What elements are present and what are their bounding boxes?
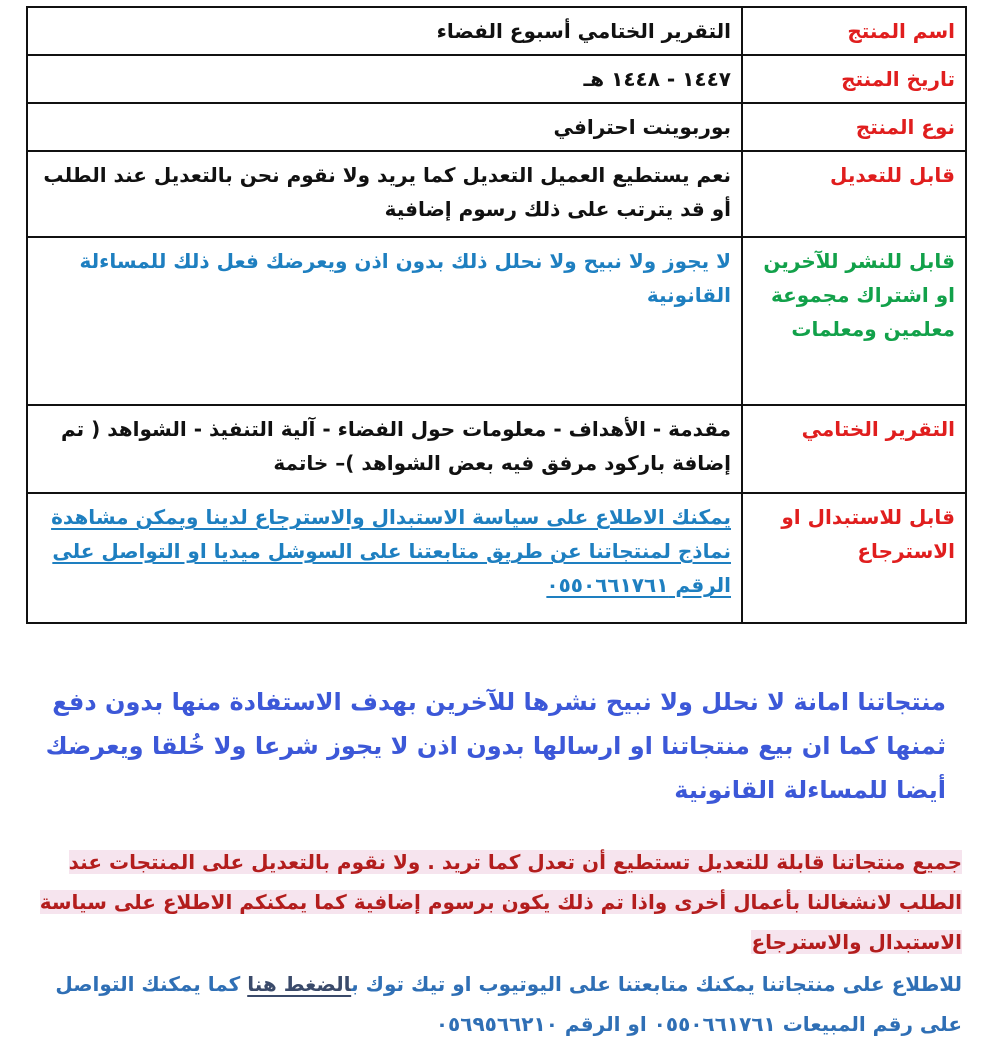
table-row bbox=[27, 237, 966, 405]
label-product-name: اسم المنتج bbox=[742, 7, 966, 55]
table-row bbox=[27, 7, 966, 55]
label-publishable: قابل للنشر للآخرين او اشتراك مجموعة معلمين ومعلمات bbox=[742, 237, 966, 405]
table-row bbox=[27, 55, 966, 103]
label-product-date: تاريخ المنتج bbox=[742, 55, 966, 103]
editing-policy-notice bbox=[22, 842, 962, 962]
table-row bbox=[27, 405, 966, 493]
click-here-link[interactable]: الضغط هنا bbox=[247, 972, 352, 996]
label-final-report: التقرير الختامي bbox=[742, 405, 966, 493]
label-product-type: نوع المنتج bbox=[742, 103, 966, 151]
table-row bbox=[27, 103, 966, 151]
value-exchange-return-link[interactable]: يمكنك الاطلاع على سياسة الاستبدال والاسترجاع لدينا ويمكن مشاهدة نماذج لمنتجاتنا عن طريق متابعتنا على السوشل ميديا او التواصل على الرقم ٠٥٥٠٦٦١٧٦١ bbox=[27, 493, 742, 623]
value-product-date: ١٤٤٧ - ١٤٤٨ هـ bbox=[27, 55, 742, 103]
table-row bbox=[27, 493, 966, 623]
value-product-name: التقرير الختامي أسبوع الفضاء bbox=[27, 7, 742, 55]
follow-us-notice bbox=[22, 964, 962, 1044]
product-spec-table bbox=[26, 6, 967, 624]
value-product-type: بوربوينت احترافي bbox=[27, 103, 742, 151]
editing-policy-text: جميع منتجاتنا قابلة للتعديل تستطيع أن تعدل كما تريد . ولا نقوم بالتعديل على المنتجات عند الطلب لانشغالنا بأعمال أخرى واذا تم ذلك يكون برسوم إضافية كما يمكنكم الاطلاع على سياسة الاستبدال والاسترجاع bbox=[39, 850, 962, 954]
follow-text-start: للاطلاع على منتجاتنا يمكنك متابعتنا على اليوتيوب او تيك توك ب bbox=[351, 972, 962, 996]
label-editable: قابل للتعديل bbox=[742, 151, 966, 237]
table-row bbox=[27, 151, 966, 237]
value-editable: نعم يستطيع العميل التعديل كما يريد ولا نقوم نحن بالتعديل عند الطلب أو قد يترتب على ذلك رسوم إضافية bbox=[27, 151, 742, 237]
value-publishable: لا يجوز ولا نبيح ولا نحلل ذلك بدون اذن ويعرضك فعل ذلك للمساءلة القانونية bbox=[27, 237, 742, 405]
follow-text-end: كما يمكنك التواصل على رقم المبيعات ٠٥٥٠٦٦١٧٦١ او الرقم ٠٥٦٩٥٦٦٢١٠ bbox=[55, 972, 962, 1036]
label-exchange-return: قابل للاستبدال او الاسترجاع bbox=[742, 493, 966, 623]
copyright-notice: منتجاتنا امانة لا نحلل ولا نبيح نشرها للآخرين بهدف الاستفادة منها بدون دفع ثمنها كما ان بيع منتجاتنا او ارسالها بدون اذن لا يجوز شرعا ولا خُلقا ويعرضك أيضا للمساءلة القانونية bbox=[45, 688, 946, 804]
value-final-report: مقدمة - الأهداف - معلومات حول الفضاء - آلية التنفيذ - الشواهد ( تم إضافة باركود مرفق فيه بعض الشواهد )– خاتمة bbox=[27, 405, 742, 493]
